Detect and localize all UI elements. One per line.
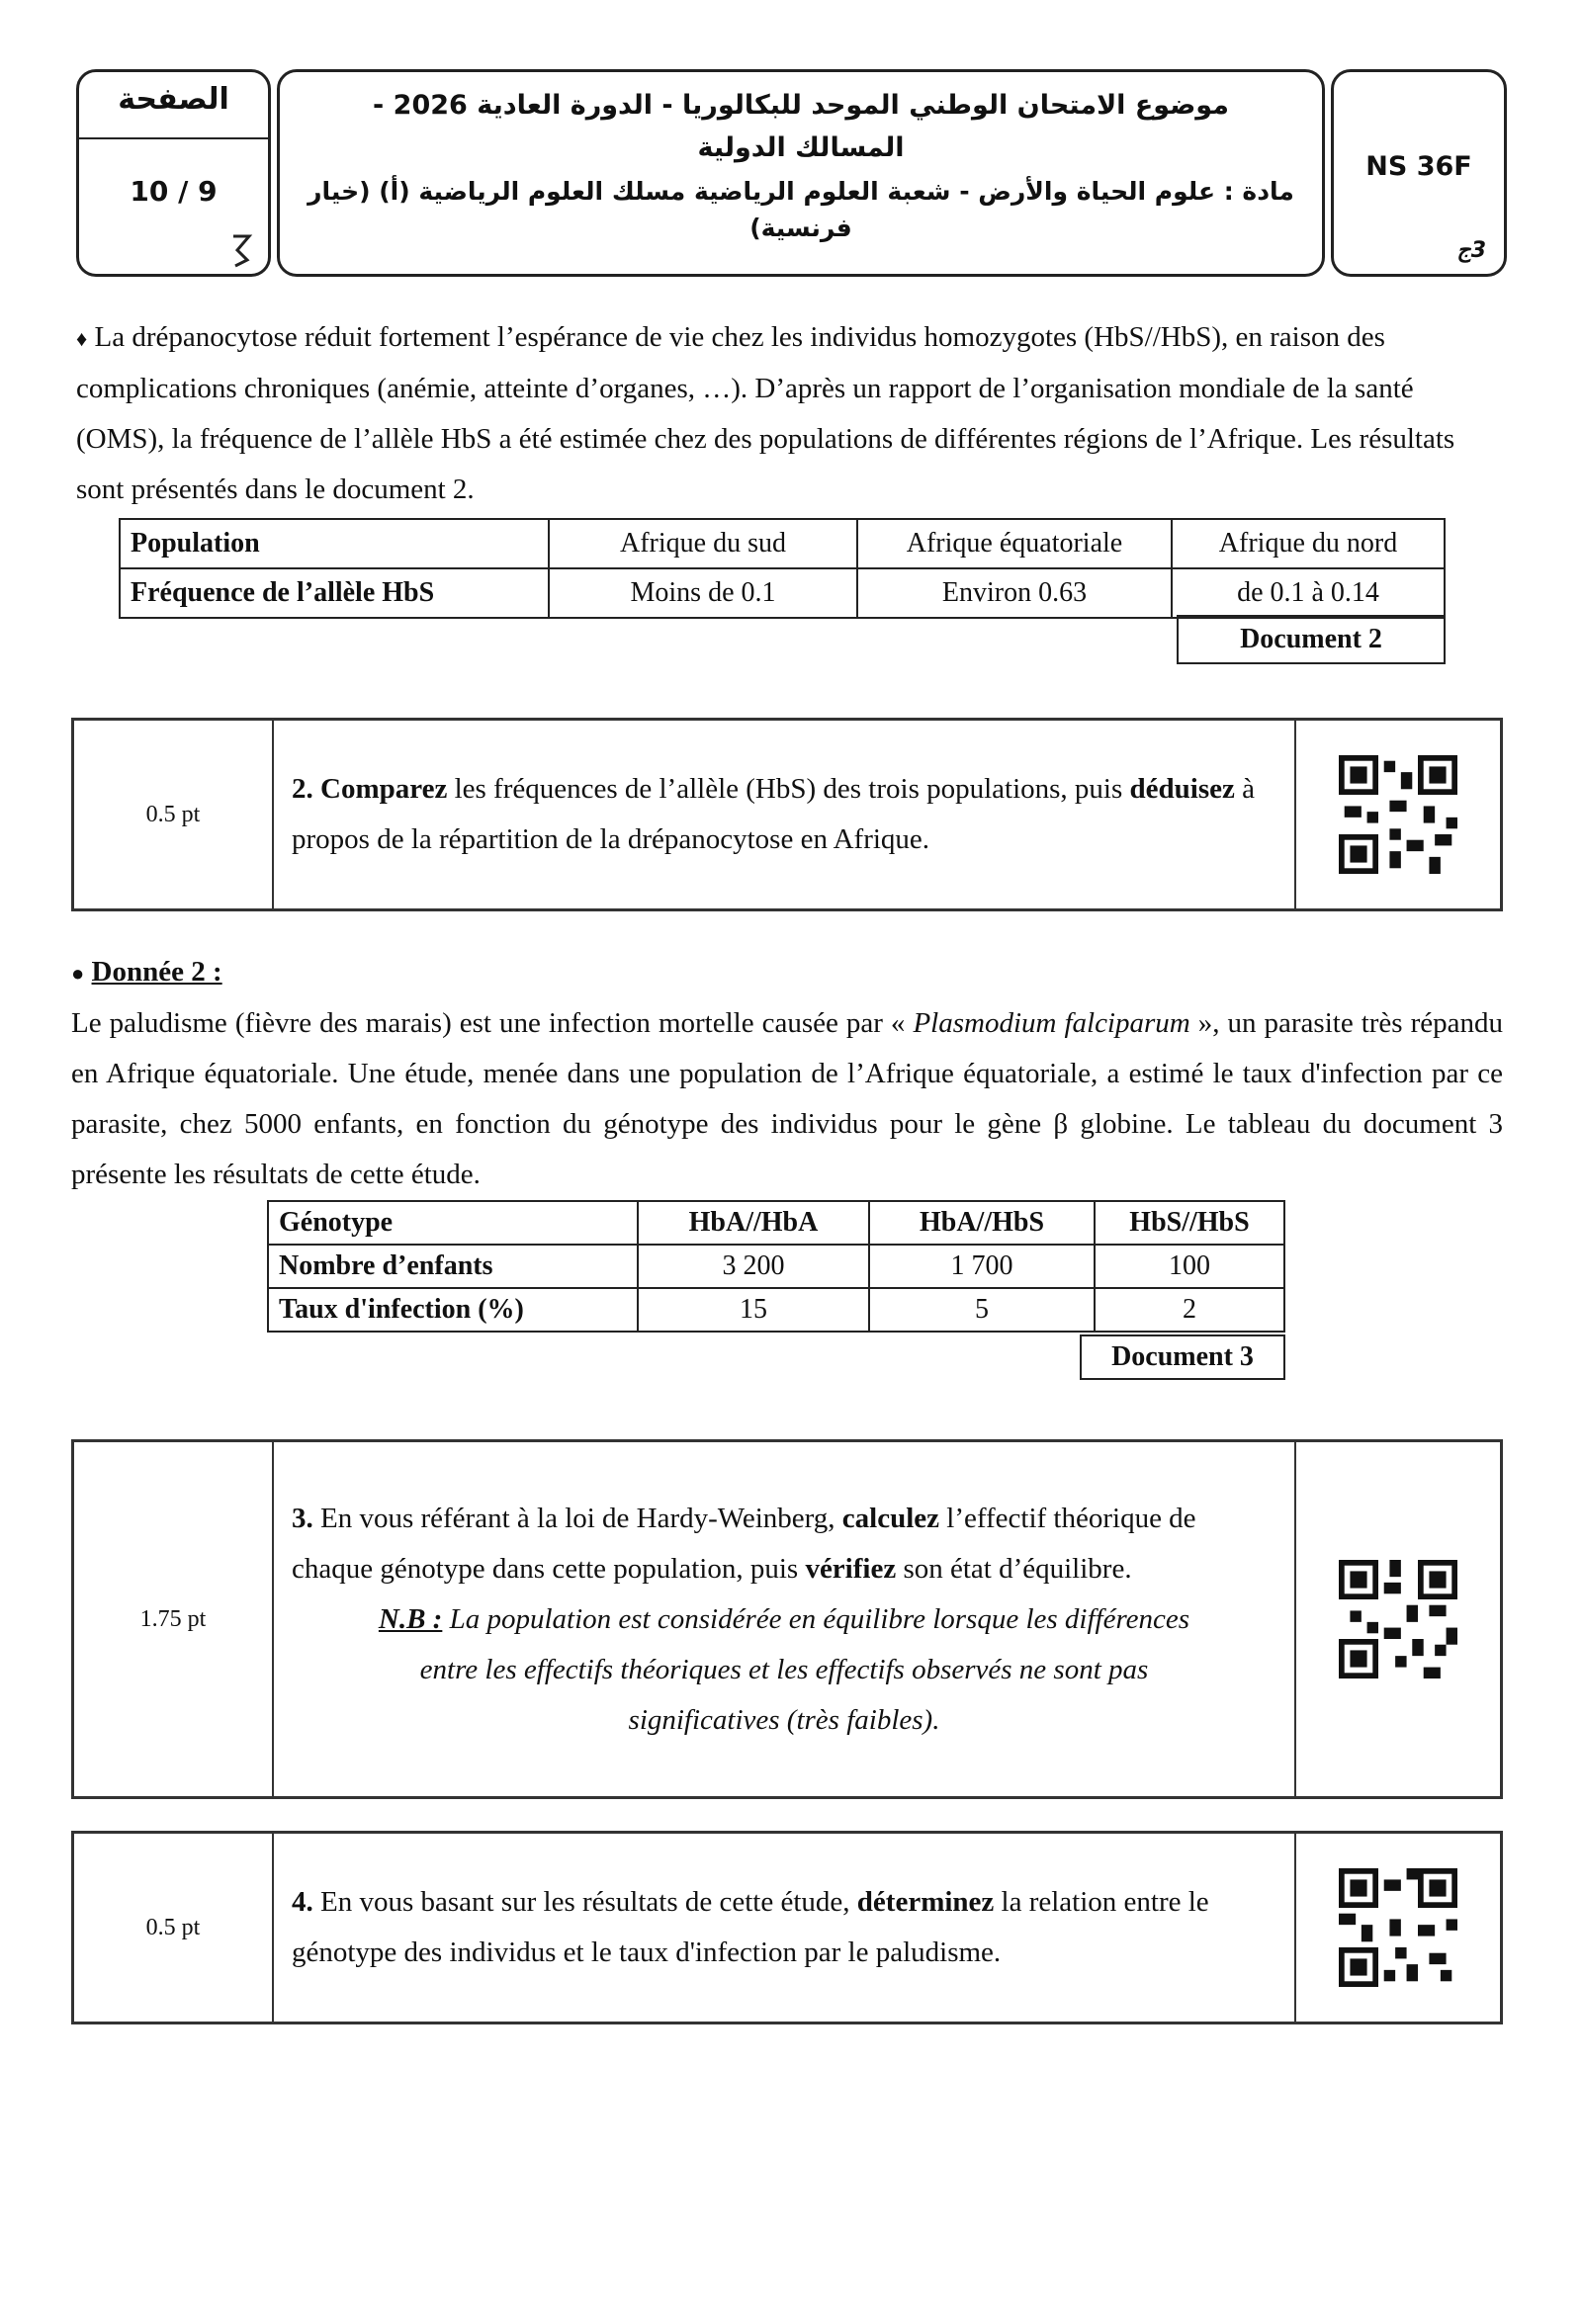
question-2-text-1: les fréquences de l’allèle (HbS) des trois populations, puis xyxy=(447,773,1123,805)
exam-title-line1: موضوع الامتحان الوطني الموحد للبكالوريا - الدورة العادية 2026 - xyxy=(373,90,1229,121)
question-3-text xyxy=(274,1442,1294,1796)
intro-text: La drépanocytose réduit fortement l’espérance de vie chez les individus homozygotes (HbS//HbS), en raison des complications chroniques (anémie, atteinte d’organes, …). D’après un rapport de l’organisation mondiale de la santé (OMS), la fréquence de l’allèle HbS a été estimée chez des populations de différentes régions de l’Afrique. Les résultats sont présentés dans le document 2. xyxy=(76,321,1455,505)
document-3-table xyxy=(267,1200,1285,1333)
table-header: HbS//HbS xyxy=(1095,1201,1284,1245)
header-divider xyxy=(79,137,268,139)
table-row xyxy=(120,568,1445,618)
question-4-box xyxy=(71,1831,1503,2024)
table-header: Afrique du sud xyxy=(549,519,857,568)
intro-paragraph xyxy=(76,312,1500,515)
row-label: Taux d'infection (%) xyxy=(268,1288,638,1332)
table-row xyxy=(120,519,1445,568)
exam-code-box xyxy=(1331,69,1507,277)
question-2-box xyxy=(71,718,1503,911)
table-row xyxy=(268,1288,1284,1332)
question-3-text-1: En vous référant à la loi de Hardy-Weinberg, xyxy=(312,1502,842,1534)
table-cell: Environ 0.63 xyxy=(857,568,1172,618)
qr-code-icon[interactable] xyxy=(1339,1560,1457,1678)
question-3-nb-label: N.B : xyxy=(378,1602,443,1635)
donnee-2-parasite-name: Plasmodium falciparum xyxy=(913,1007,1190,1039)
donnee-2-heading: Donnée 2 : xyxy=(91,956,222,988)
table-row xyxy=(268,1201,1284,1245)
donnee-2-text-1: Le paludisme (fièvre des marais) est une infection mortelle causée par « xyxy=(71,1007,914,1039)
page-label: الصفحة xyxy=(118,82,229,117)
table-cell: de 0.1 à 0.14 xyxy=(1172,568,1445,618)
page-number: 10 / 9 xyxy=(130,175,218,208)
table-header: Afrique du nord xyxy=(1172,519,1445,568)
question-3-verb-verify: vérifiez xyxy=(805,1552,897,1585)
page-number-box xyxy=(76,69,271,277)
document-2-label: Document 2 xyxy=(1177,615,1446,664)
question-3-text-3: son état d’équilibre. xyxy=(896,1552,1132,1585)
question-2-verb-deduce: déduisez xyxy=(1129,773,1235,805)
donnee-2-text-2: », un parasite très répandu en Afrique équatoriale. Une étude, menée dans une population de l’Afrique équatoriale, a estimé le taux d'infection par ce parasite, chez 5000 enfants, en fonction du génotype des individus pour le gène β globine. Le tableau du document 3 présente les résultats de cette étude. xyxy=(71,1007,1503,1190)
table-header: Afrique équatoriale xyxy=(857,519,1172,568)
question-4-qr-cell xyxy=(1294,1834,1500,2022)
table-header: HbA//HbA xyxy=(638,1201,869,1245)
qr-code-icon[interactable] xyxy=(1339,1868,1457,1987)
question-2-points: 0.5 pt xyxy=(74,721,274,908)
document-2-table xyxy=(119,518,1446,619)
row-label: Fréquence de l’allèle HbS xyxy=(120,568,549,618)
table-cell: Moins de 0.1 xyxy=(549,568,857,618)
table-header: HbA//HbS xyxy=(869,1201,1095,1245)
table-cell: 2 xyxy=(1095,1288,1284,1332)
question-4-text-2: la relation entre le génotype des individus et le taux d'infection par le paludisme. xyxy=(292,1886,1209,1968)
question-3-nb-line-2: entre les effectifs théoriques et les effectifs observés ne sont pas xyxy=(419,1653,1149,1685)
table-cell: 100 xyxy=(1095,1245,1284,1288)
question-3-text-2: l’effectif théorique de chaque génotype dans cette population, puis xyxy=(292,1502,1196,1585)
table-row xyxy=(268,1245,1284,1288)
table-cell: 5 xyxy=(869,1288,1095,1332)
question-2-text xyxy=(274,721,1294,908)
question-2-number: 2. xyxy=(292,773,313,805)
question-2-qr-cell xyxy=(1294,721,1500,908)
table-header: Population xyxy=(120,519,549,568)
question-3-nb-line-1 xyxy=(292,1594,1276,1645)
question-2-text-2: à propos de la répartition de la drépanocytose en Afrique. xyxy=(292,773,1255,855)
exam-code: NS 36F xyxy=(1365,151,1472,182)
question-4-text xyxy=(274,1834,1294,2022)
exam-title-box xyxy=(277,69,1325,277)
table-cell: 3 200 xyxy=(638,1245,869,1288)
question-3-verb-calculate: calculez xyxy=(841,1502,940,1534)
question-2-verb-compare: Comparez xyxy=(320,773,448,805)
exam-title-line3: مادة : علوم الحياة والأرض - شعبة العلوم الرياضية مسلك العلوم الرياضية (أ) (خيار xyxy=(308,177,1294,206)
question-3-qr-cell xyxy=(1294,1442,1500,1796)
question-3-nb-line-3: significatives (très faibles). xyxy=(628,1703,940,1736)
qr-code-icon[interactable] xyxy=(1339,755,1457,874)
question-3-box xyxy=(71,1439,1503,1799)
question-3-points: 1.75 pt xyxy=(74,1442,274,1796)
row-label: Nombre d’enfants xyxy=(268,1245,638,1288)
question-3-nb-text-1: La population est considérée en équilibre lorsque les différences xyxy=(442,1602,1190,1635)
table-cell: 1 700 xyxy=(869,1245,1095,1288)
signature-mark xyxy=(227,230,257,270)
table-header: Génotype xyxy=(268,1201,638,1245)
question-4-points: 0.5 pt xyxy=(74,1834,274,2022)
donnee-2-bullet: ● xyxy=(71,961,85,986)
question-4-verb-determine: déterminez xyxy=(856,1886,995,1918)
question-3-number: 3. xyxy=(292,1502,313,1534)
table-cell: 15 xyxy=(638,1288,869,1332)
corner-mark: 3ج xyxy=(1456,238,1486,263)
document-3-label: Document 3 xyxy=(1080,1334,1285,1380)
donnee-2-title xyxy=(71,947,222,998)
donnee-2-paragraph xyxy=(71,998,1503,1200)
question-4-number: 4. xyxy=(292,1886,313,1918)
exam-title-line2: المسالك الدولية xyxy=(697,132,905,163)
exam-title-line4: فرنسية) xyxy=(749,214,852,242)
question-4-text-1: En vous basant sur les résultats de cette étude, xyxy=(312,1886,857,1918)
intro-bullet: ♦ xyxy=(76,326,88,351)
